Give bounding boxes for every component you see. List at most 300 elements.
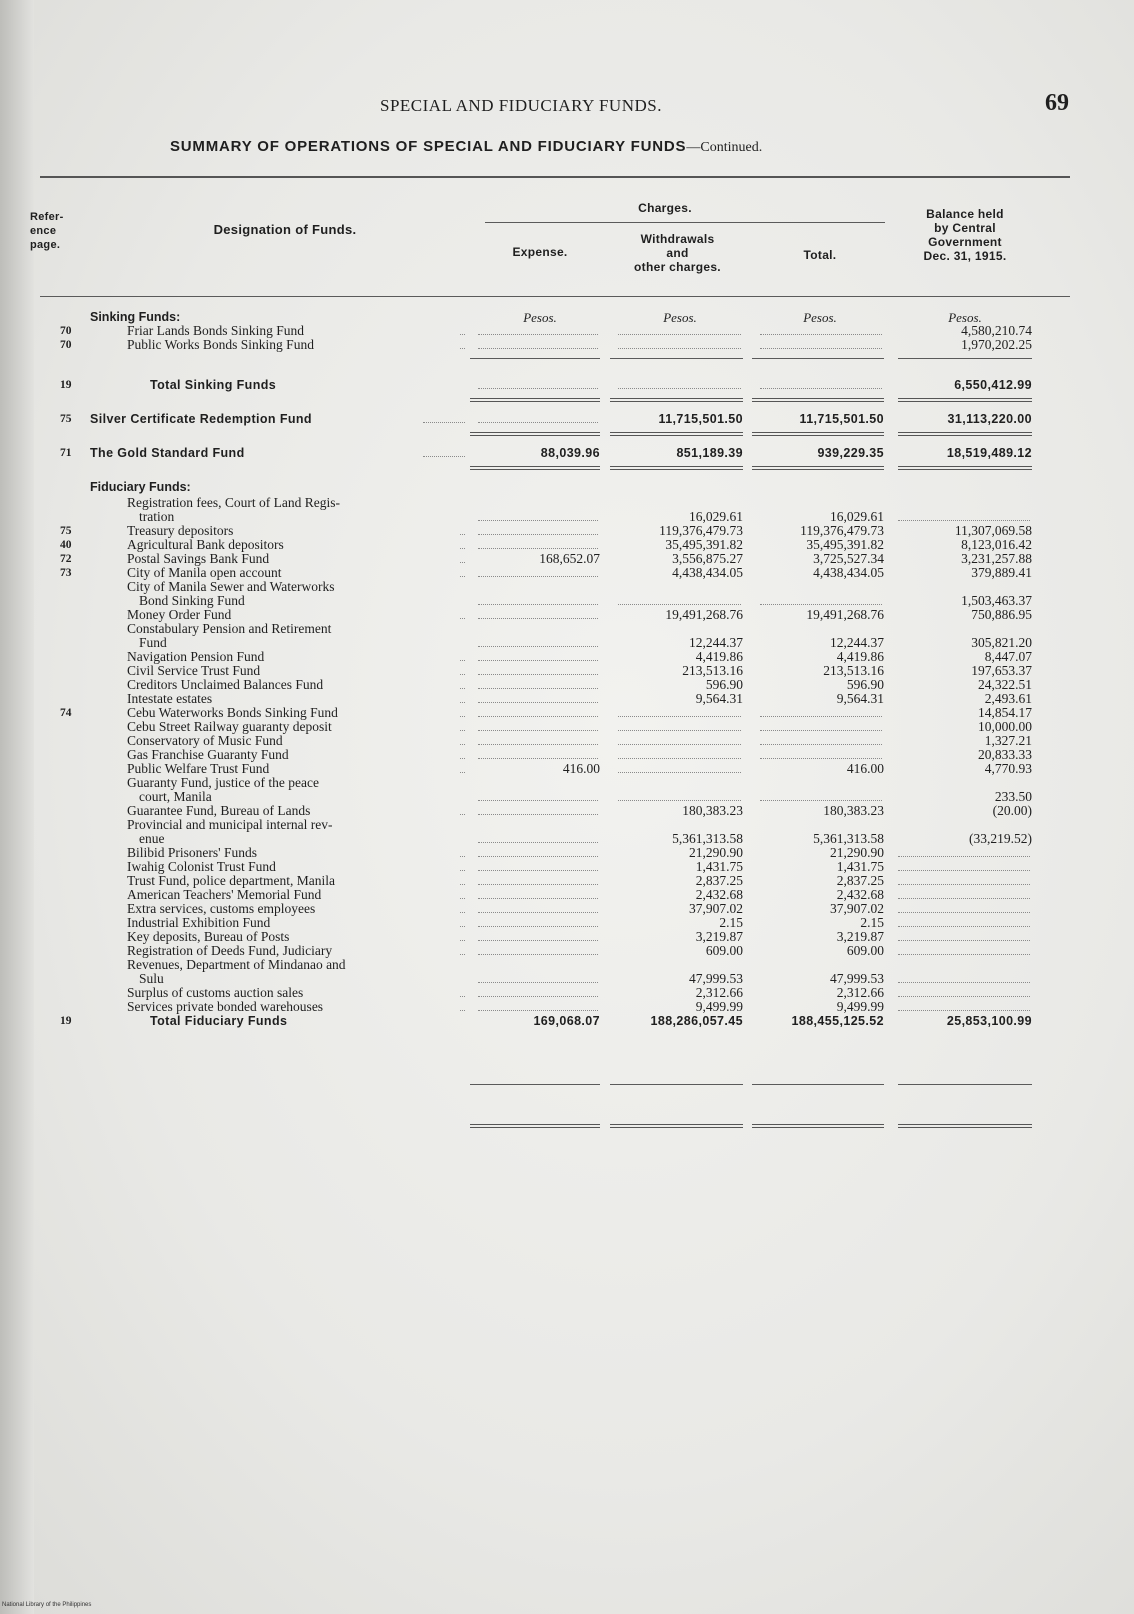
reference-page: 71	[60, 447, 72, 459]
table-row	[0, 720, 1134, 734]
header-ref	[30, 210, 80, 252]
header-balance-line: Balance held	[926, 207, 1004, 221]
balance-cell: 31,113,220.00	[947, 412, 1032, 426]
table-row	[0, 608, 1134, 622]
table-row	[0, 916, 1134, 930]
empty-cell-dots	[618, 334, 741, 335]
empty-cell-dots	[760, 388, 882, 389]
empty-cell-dots	[478, 348, 598, 349]
withdrawals-cell: 19,491,268.76	[665, 607, 743, 622]
empty-cell-dots	[760, 716, 882, 717]
leader-dots	[460, 688, 465, 689]
table-row	[0, 958, 1134, 972]
empty-cell-dots	[618, 716, 741, 717]
empty-cell-dots	[478, 842, 598, 843]
total-cell: 213,513.16	[823, 663, 884, 678]
total-cell: 4,419.86	[836, 649, 884, 664]
empty-cell-dots	[478, 870, 598, 871]
fund-name: Iwahig Colonist Trust Fund	[127, 860, 276, 874]
withdrawals-cell: 4,438,434.05	[672, 565, 743, 580]
fund-name: American Teachers' Memorial Fund	[127, 888, 322, 902]
total-cell: 5,361,313.58	[813, 831, 884, 846]
empty-cell-dots	[618, 604, 741, 605]
table-title	[170, 138, 762, 156]
leader-dots	[460, 348, 465, 349]
footer-credit: National Library of the Philippines	[2, 1602, 92, 1608]
table-row	[0, 790, 1134, 804]
empty-cell-dots	[760, 744, 882, 745]
empty-cell-dots	[898, 996, 1030, 997]
empty-cell-dots	[478, 334, 598, 335]
double-rule	[610, 1124, 743, 1128]
sum-rule	[610, 1084, 743, 1085]
table-row	[0, 650, 1134, 664]
leader-dots	[460, 548, 465, 549]
table-row	[0, 580, 1134, 594]
header-withdrawals	[610, 232, 745, 274]
leader-dots	[460, 926, 465, 927]
empty-cell-dots	[618, 730, 741, 731]
balance-cell: 25,853,100.99	[946, 1014, 1032, 1028]
balance-cell: 6,550,412.99	[954, 378, 1032, 392]
section-heading-row	[0, 480, 1134, 494]
empty-cell-dots	[478, 814, 598, 815]
leader-dots	[460, 898, 465, 899]
fund-name: Silver Certificate Redemption Fund	[90, 412, 312, 426]
leader-dots	[460, 940, 465, 941]
double-rule	[898, 432, 1032, 436]
fund-name: Key deposits, Bureau of Posts	[127, 930, 290, 944]
double-rule	[752, 1124, 884, 1128]
empty-cell-dots	[898, 520, 1030, 521]
balance-cell: 14,854.17	[978, 705, 1032, 720]
fund-name: Cebu Waterworks Bonds Sinking Fund	[127, 706, 338, 720]
expense-cell: 168,652.07	[539, 551, 600, 566]
double-rule	[898, 398, 1032, 402]
total-cell: 16,029.61	[830, 509, 884, 524]
empty-cell-dots	[478, 548, 598, 549]
header-balance-line: Government	[928, 235, 1002, 249]
empty-cell-dots	[618, 758, 741, 759]
fund-name: Registration fees, Court of Land Regis-	[127, 496, 340, 510]
header-ref-line: Refer-	[30, 211, 64, 223]
withdrawals-cell: 596.90	[705, 677, 743, 692]
double-rule	[752, 432, 884, 436]
leader-dots	[460, 772, 465, 773]
table-row	[0, 832, 1134, 846]
total-cell: 12,244.37	[830, 635, 884, 650]
header-ref-line: ence	[30, 225, 57, 237]
table-row	[0, 804, 1134, 818]
table-row	[0, 566, 1134, 580]
balance-cell: 10,000.00	[978, 719, 1032, 734]
table-row	[0, 552, 1134, 566]
leader-dots	[460, 334, 465, 335]
total-cell: 3,725,527.34	[813, 551, 884, 566]
leader-dots	[423, 456, 465, 457]
empty-cell-dots	[898, 926, 1030, 927]
fund-name: Registration of Deeds Fund, Judiciary	[127, 944, 333, 958]
sum-rule	[470, 358, 600, 359]
total-cell: 47,999.53	[830, 971, 884, 986]
reference-page: 70	[60, 325, 72, 337]
header-bottom-rule	[40, 296, 1070, 297]
table-title-main: SUMMARY OF OPERATIONS OF SPECIAL AND FIDUCIARY FUNDS	[170, 138, 687, 155]
unit-balance: Pesos.	[948, 310, 982, 325]
total-cell: 9,564.31	[836, 691, 884, 706]
fund-name: Civil Service Trust Fund	[127, 664, 261, 678]
reference-page: 73	[60, 567, 72, 579]
double-rule	[610, 432, 743, 436]
leader-dots	[460, 996, 465, 997]
section-heading-row	[0, 310, 1134, 324]
total-cell: 939,229.35	[817, 446, 884, 460]
sum-rule	[470, 1084, 600, 1085]
total-cell: 37,907.02	[830, 901, 884, 916]
empty-cell-dots	[898, 1010, 1030, 1011]
leader-dots	[460, 674, 465, 675]
table-row	[0, 874, 1134, 888]
balance-cell: 11,307,069.58	[954, 523, 1032, 538]
total-cell: 11,715,501.50	[799, 412, 884, 426]
fund-name: Navigation Pension Fund	[127, 650, 265, 664]
leader-dots	[460, 534, 465, 535]
fund-name: Total Fiduciary Funds	[150, 1014, 288, 1028]
leader-dots	[460, 856, 465, 857]
withdrawals-cell: 35,495,391.82	[665, 537, 743, 552]
total-row	[0, 1014, 1134, 1028]
double-rule	[470, 466, 600, 470]
empty-cell-dots	[478, 674, 598, 675]
double-rule	[470, 1124, 600, 1128]
empty-cell-dots	[618, 800, 741, 801]
empty-cell-dots	[478, 982, 598, 983]
double-rule	[752, 398, 884, 402]
withdrawals-cell: 3,556,875.27	[672, 551, 743, 566]
double-rule	[610, 466, 743, 470]
withdrawals-cell: 1,431.75	[695, 859, 743, 874]
header-balance-line: by Central	[934, 221, 996, 235]
leader-dots	[460, 1010, 465, 1011]
balance-cell: 750,886.95	[971, 607, 1032, 622]
empty-cell-dots	[618, 772, 741, 773]
withdrawals-cell: 4,419.86	[695, 649, 743, 664]
sum-rule	[752, 358, 884, 359]
reference-page: 75	[60, 413, 72, 425]
unit-withdrawals: Pesos.	[663, 310, 697, 325]
total-cell: 2,432.68	[836, 887, 884, 902]
top-rule	[40, 176, 1070, 178]
fund-name: Intestate estates	[127, 692, 213, 706]
header-withdrawals-line: other charges.	[634, 260, 721, 274]
withdrawals-cell: 5,361,313.58	[672, 831, 743, 846]
header-designation: Designation of Funds.	[213, 222, 357, 237]
empty-cell-dots	[760, 800, 882, 801]
empty-cell-dots	[898, 856, 1030, 857]
fund-name: Fiduciary Funds:	[90, 480, 191, 494]
withdrawals-cell: 2.15	[719, 915, 743, 930]
empty-cell-dots	[478, 576, 598, 577]
withdrawals-cell: 609.00	[705, 943, 743, 958]
fund-name: City of Manila Sewer and Waterworks	[127, 580, 335, 594]
expense-cell: 169,068.07	[533, 1014, 600, 1028]
table-row	[0, 888, 1134, 902]
total-cell: 609.00	[846, 943, 884, 958]
fund-name: Sulu	[139, 972, 164, 986]
table-row	[0, 902, 1134, 916]
table-row	[0, 776, 1134, 790]
withdrawals-cell: 188,286,057.45	[650, 1014, 743, 1028]
table-row	[0, 930, 1134, 944]
empty-cell-dots	[478, 1010, 598, 1011]
reference-page: 19	[60, 1015, 72, 1027]
double-rule	[898, 466, 1032, 470]
empty-cell-dots	[898, 954, 1030, 955]
sum-rule	[898, 358, 1032, 359]
header-withdrawals-line: Withdrawals	[640, 232, 715, 246]
empty-cell-dots	[478, 618, 598, 619]
header-expense: Expense.	[512, 245, 568, 259]
reference-page: 40	[60, 539, 72, 551]
withdrawals-cell: 2,312.66	[695, 985, 743, 1000]
fund-name: Sinking Funds:	[90, 310, 181, 324]
empty-cell-dots	[898, 884, 1030, 885]
table-row	[0, 762, 1134, 776]
empty-cell-dots	[760, 348, 882, 349]
fund-name: Constabulary Pension and Retirement	[127, 622, 332, 636]
sum-rule	[752, 1084, 884, 1085]
total-cell: 180,383.23	[823, 803, 884, 818]
total-cell: 2,312.66	[836, 985, 884, 1000]
empty-cell-dots	[898, 870, 1030, 871]
empty-cell-dots	[898, 898, 1030, 899]
empty-cell-dots	[618, 348, 741, 349]
fund-name: Agricultural Bank depositors	[127, 538, 284, 552]
leader-dots	[460, 576, 465, 577]
balance-cell: 2,493.61	[984, 691, 1032, 706]
withdrawals-cell: 37,907.02	[689, 901, 743, 916]
table-row	[0, 706, 1134, 720]
fund-name: court, Manila	[139, 790, 212, 804]
table-row	[0, 338, 1134, 352]
empty-cell-dots	[478, 604, 598, 605]
withdrawals-cell: 2,837.25	[695, 873, 743, 888]
sum-rule	[898, 1084, 1032, 1085]
expense-cell: 416.00	[562, 761, 600, 776]
double-rule	[470, 398, 600, 402]
reference-page: 19	[60, 379, 72, 391]
balance-cell: 3,231,257.88	[961, 551, 1032, 566]
fund-name: The Gold Standard Fund	[90, 446, 245, 460]
balance-cell: 233.50	[994, 789, 1032, 804]
fund-name: Revenues, Department of Mindanao and	[127, 958, 346, 972]
leader-dots	[460, 730, 465, 731]
fund-name: Surplus of customs auction sales	[127, 986, 304, 1000]
balance-cell: 18,519,489.12	[946, 446, 1032, 460]
leader-dots	[460, 954, 465, 955]
fund-name: Friar Lands Bonds Sinking Fund	[127, 324, 305, 338]
leader-dots	[460, 884, 465, 885]
page-number: 69	[1045, 90, 1069, 116]
running-head: SPECIAL AND FIDUCIARY FUNDS.	[380, 96, 662, 115]
withdrawals-cell: 12,244.37	[689, 635, 743, 650]
withdrawals-cell: 9,499.99	[695, 999, 743, 1014]
empty-cell-dots	[898, 912, 1030, 913]
table-row	[0, 692, 1134, 706]
balance-cell: (20.00)	[992, 803, 1032, 818]
fund-name: Services private bonded warehouses	[127, 1000, 324, 1014]
total-cell: 2,837.25	[836, 873, 884, 888]
balance-cell: 1,503,463.37	[961, 593, 1032, 608]
fund-name: Public Welfare Trust Fund	[127, 762, 270, 776]
empty-cell-dots	[478, 954, 598, 955]
double-rule	[752, 466, 884, 470]
fund-name: Postal Savings Bank Fund	[127, 552, 270, 566]
table-title-suffix: —Continued.	[686, 140, 763, 155]
empty-cell-dots	[760, 604, 882, 605]
leader-dots	[460, 870, 465, 871]
fund-name: Money Order Fund	[127, 608, 232, 622]
reference-page: 74	[60, 707, 72, 719]
table-row	[0, 748, 1134, 762]
header-charges: Charges.	[638, 201, 692, 215]
fund-name: Fund	[139, 636, 167, 650]
fund-name: Extra services, customs employees	[127, 902, 316, 916]
withdrawals-cell: 119,376,479.73	[659, 523, 743, 538]
table-row	[0, 524, 1134, 538]
balance-cell: 1,327.21	[984, 733, 1032, 748]
empty-cell-dots	[478, 702, 598, 703]
fund-name: Treasury depositors	[127, 524, 234, 538]
header-balance	[895, 207, 1035, 263]
sum-rule	[610, 358, 743, 359]
empty-cell-dots	[618, 388, 741, 389]
table-row	[0, 538, 1134, 552]
expense-cell: 88,039.96	[540, 446, 600, 460]
withdrawals-cell: 3,219.87	[695, 929, 743, 944]
empty-cell-dots	[478, 898, 598, 899]
empty-cell-dots	[478, 856, 598, 857]
fund-name: Total Sinking Funds	[150, 378, 277, 392]
balance-cell: 4,580,210.74	[961, 323, 1032, 338]
fund-name: Cebu Street Railway guaranty deposit	[127, 720, 332, 734]
empty-cell-dots	[478, 520, 598, 521]
table-row	[0, 678, 1134, 692]
leader-dots	[460, 744, 465, 745]
fund-name: Conservatory of Music Fund	[127, 734, 283, 748]
fund-name: Public Works Bonds Sinking Fund	[127, 338, 314, 352]
fund-name: Bond Sinking Fund	[139, 594, 245, 608]
table-row	[0, 636, 1134, 650]
withdrawals-cell: 11,715,501.50	[658, 412, 743, 426]
empty-cell-dots	[478, 912, 598, 913]
unit-expense: Pesos.	[523, 310, 557, 325]
fund-name: enue	[139, 832, 165, 846]
withdrawals-cell: 21,290.90	[689, 845, 743, 860]
balance-cell: 4,770.93	[984, 761, 1032, 776]
fund-name: Industrial Exhibition Fund	[127, 916, 271, 930]
leader-dots	[460, 716, 465, 717]
empty-cell-dots	[478, 688, 598, 689]
header-balance-line: Dec. 31, 1915.	[923, 249, 1007, 263]
total-row	[0, 378, 1134, 392]
fund-name: Guarantee Fund, Bureau of Lands	[127, 804, 311, 818]
leader-dots	[460, 702, 465, 703]
empty-cell-dots	[478, 800, 598, 801]
empty-cell-dots	[478, 534, 598, 535]
total-cell: 2.15	[860, 915, 884, 930]
withdrawals-cell: 180,383.23	[682, 803, 743, 818]
balance-cell: 24,322.51	[978, 677, 1032, 692]
empty-cell-dots	[478, 996, 598, 997]
total-cell: 3,219.87	[836, 929, 884, 944]
empty-cell-dots	[478, 758, 598, 759]
total-cell: 119,376,479.73	[800, 523, 884, 538]
total-cell: 9,499.99	[836, 999, 884, 1014]
reference-page: 70	[60, 339, 72, 351]
fund-name: Gas Franchise Guaranty Fund	[127, 748, 289, 762]
table-row	[0, 622, 1134, 636]
withdrawals-cell: 16,029.61	[689, 509, 743, 524]
withdrawals-cell: 851,189.39	[676, 446, 743, 460]
empty-cell-dots	[478, 388, 598, 389]
charges-brace-rule	[485, 222, 885, 223]
double-rule	[470, 432, 600, 436]
double-rule	[898, 1124, 1032, 1128]
table-row	[0, 846, 1134, 860]
empty-cell-dots	[478, 646, 598, 647]
empty-cell-dots	[760, 334, 882, 335]
table-row	[0, 664, 1134, 678]
header-total: Total.	[803, 248, 837, 262]
table-row	[0, 818, 1134, 832]
leader-dots	[460, 618, 465, 619]
empty-cell-dots	[478, 926, 598, 927]
double-rule	[610, 398, 743, 402]
withdrawals-cell: 9,564.31	[695, 691, 743, 706]
balance-cell: 305,821.20	[971, 635, 1032, 650]
empty-cell-dots	[478, 660, 598, 661]
balance-cell: 8,123,016.42	[961, 537, 1032, 552]
withdrawals-cell: 213,513.16	[682, 663, 743, 678]
table-row	[0, 734, 1134, 748]
balance-cell: 8,447.07	[984, 649, 1032, 664]
balance-cell: 379,889.41	[971, 565, 1032, 580]
table-row	[0, 496, 1134, 510]
empty-cell-dots	[478, 716, 598, 717]
total-cell: 4,438,434.05	[813, 565, 884, 580]
table-row	[0, 324, 1134, 338]
total-cell: 21,290.90	[830, 845, 884, 860]
table-row	[0, 510, 1134, 524]
empty-cell-dots	[760, 730, 882, 731]
table-row	[0, 594, 1134, 608]
empty-cell-dots	[478, 730, 598, 731]
fund-name: Guaranty Fund, justice of the peace	[127, 776, 319, 790]
leader-dots	[423, 422, 465, 423]
balance-cell: (33,219.52)	[969, 831, 1032, 846]
table-row	[0, 986, 1134, 1000]
empty-cell-dots	[478, 422, 598, 423]
leader-dots	[460, 562, 465, 563]
total-cell: 1,431.75	[836, 859, 884, 874]
reference-page: 72	[60, 553, 72, 565]
unit-total: Pesos.	[803, 310, 837, 325]
table-row	[0, 972, 1134, 986]
header-withdrawals-line: and	[666, 246, 689, 260]
total-cell: 188,455,125.52	[791, 1014, 884, 1028]
table-row	[0, 1000, 1134, 1014]
